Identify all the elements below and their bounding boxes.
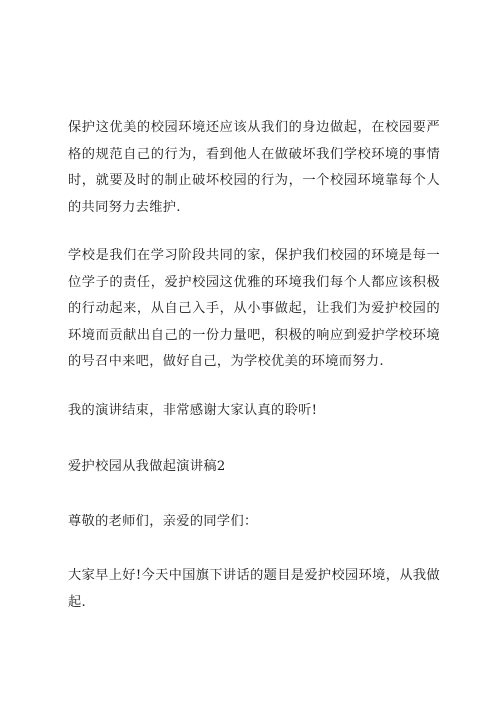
paragraph-speech-end: 我的演讲结束，非常感谢大家认真的聆听! [68,403,318,418]
section-title: 爱护校园从我做起演讲稿2 [68,459,226,474]
salutation: 尊敬的老师们，亲爱的同学们： [68,514,258,529]
paragraph-protect-campus: 保护这优美的校园环境还应该从我们的身边做起，在校园要严格的规范自己的行为，看到他人在做破坏我们学校环境的事情时，就要及时的制止破坏校园的行为，一个校园环境靠每个人的共同努力去维护. [68,120,440,215]
paragraph-greeting: 大家早上好!今天中国旗下讲话的题目是爱护校园环境，从我做起. [68,568,440,610]
paragraph-school-home: 学校是我们在学习阶段共同的家，保护我们校园的环境是每一位学子的责任，爱护校园这优雅的环境我们每个人都应该积极的行动起来，从自己入手，从小事做起，让我们为爱护校园的环境而贡献出自己的一份力量吧，积极的响应到爱护学校环境的号召中来吧，做好自己，为学校优美的环境而努力. [68,248,440,369]
